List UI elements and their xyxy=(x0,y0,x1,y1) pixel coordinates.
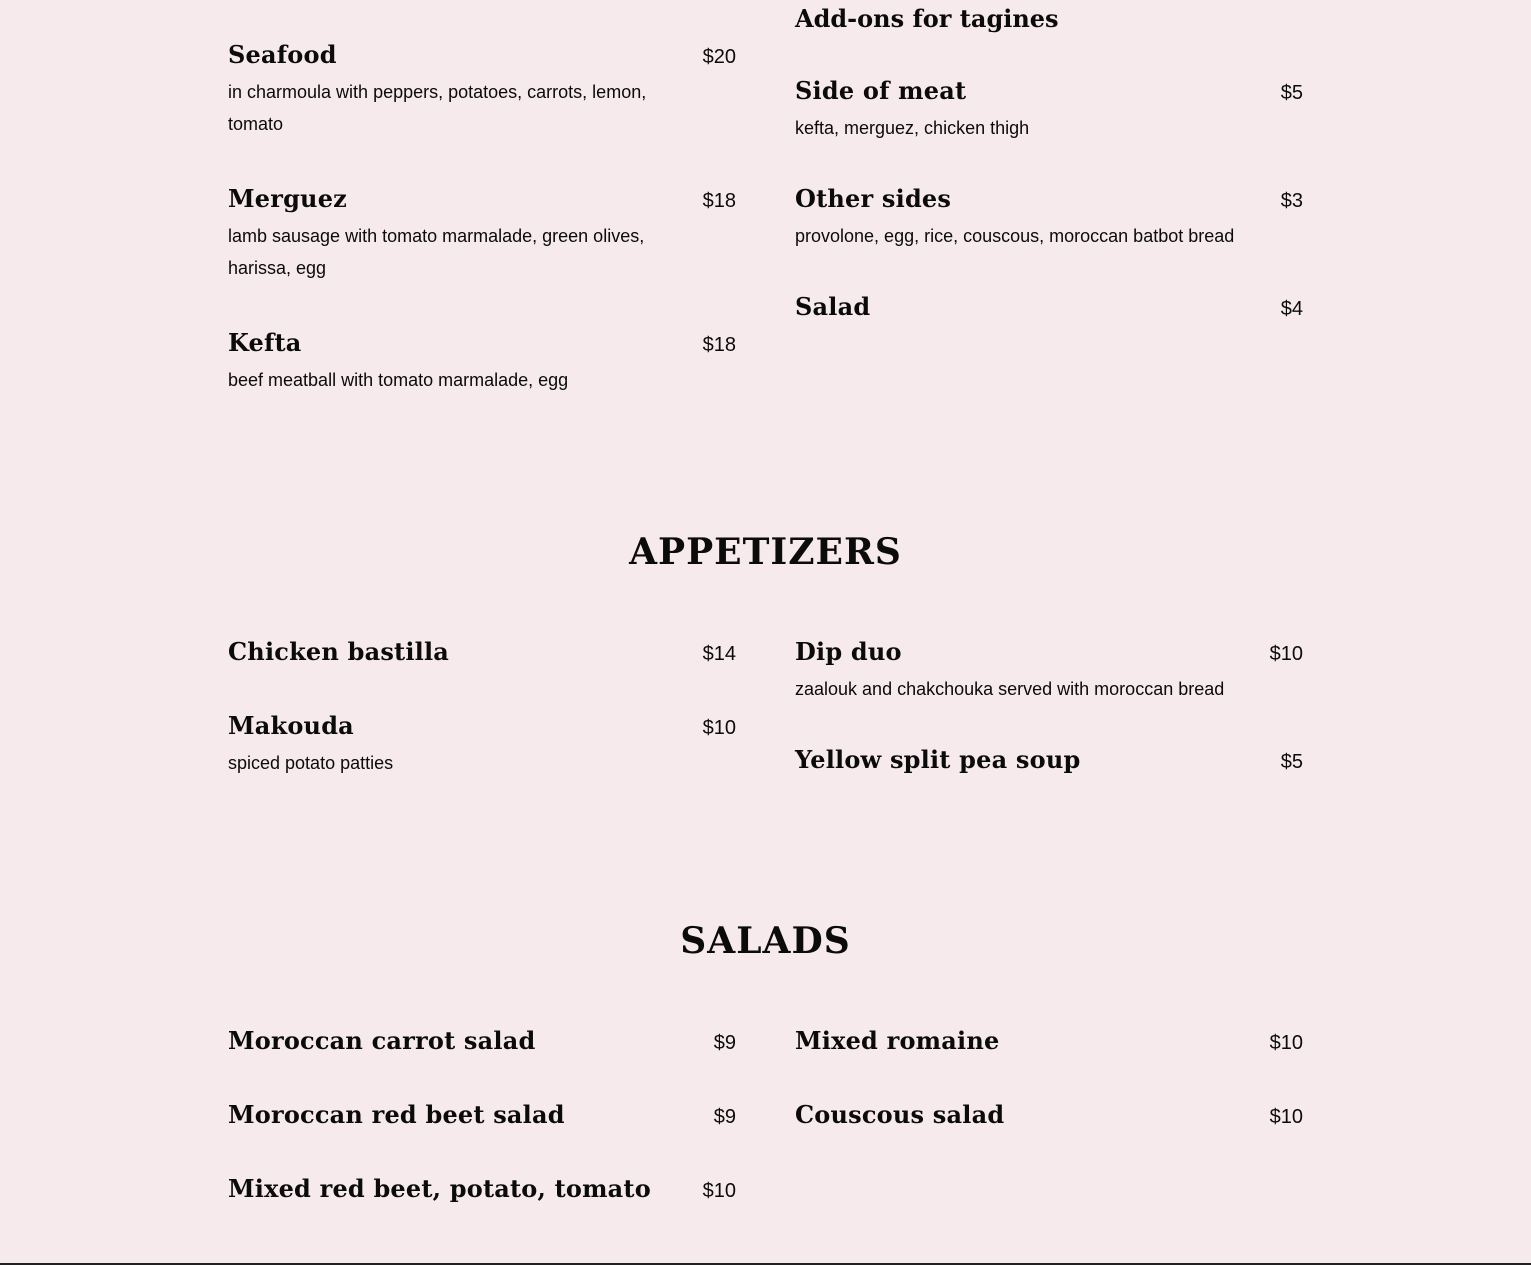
item-description: spiced potato patties xyxy=(228,753,394,773)
item-name: Side of meat xyxy=(795,76,967,105)
item-name: Yellow split pea soup xyxy=(795,745,1081,774)
item-price: $9 xyxy=(713,1032,736,1054)
menu-item xyxy=(228,1174,736,1206)
menu-item-header xyxy=(228,184,736,216)
item-name: Salad xyxy=(795,292,871,321)
menu-item xyxy=(228,328,736,396)
item-price: $10 xyxy=(702,717,736,739)
tagines-column xyxy=(228,40,736,436)
menu-item-header xyxy=(795,292,1303,324)
item-description: zaalouk and chakchouka served with moroccan bread xyxy=(795,679,1225,699)
salads-right-column xyxy=(795,1026,1303,1172)
menu-item-header xyxy=(228,328,736,360)
item-name: Chicken bastilla xyxy=(228,637,450,666)
addons-title: Add-ons for tagines xyxy=(795,4,1059,33)
menu-item-header xyxy=(228,1100,736,1132)
item-price: $18 xyxy=(702,190,736,212)
appetizers-right-column xyxy=(795,637,1303,817)
item-price: $4 xyxy=(1280,298,1303,320)
item-price: $10 xyxy=(702,1180,736,1202)
menu-item xyxy=(795,292,1303,324)
menu-item xyxy=(228,711,736,779)
item-description: in charmoula with peppers, potatoes, carrots, lemon, tomato xyxy=(228,82,647,134)
item-name: Mixed romaine xyxy=(795,1026,1000,1055)
menu-item xyxy=(228,1026,736,1058)
menu-item-header xyxy=(228,637,736,669)
item-name: Moroccan red beet salad xyxy=(228,1100,565,1129)
item-price: $10 xyxy=(1269,643,1303,665)
item-price: $10 xyxy=(1269,1032,1303,1054)
item-name: Moroccan carrot salad xyxy=(228,1026,536,1055)
item-price: $3 xyxy=(1280,190,1303,212)
menu-item xyxy=(795,1100,1303,1132)
menu-item-header xyxy=(795,76,1303,108)
menu-item xyxy=(795,184,1303,252)
item-description: beef meatball with tomato marmalade, egg xyxy=(228,370,569,390)
menu-item xyxy=(228,40,736,140)
item-description: lamb sausage with tomato marmalade, green olives, harissa, egg xyxy=(228,226,645,278)
item-name: Couscous salad xyxy=(795,1100,1005,1129)
section-title-appetizers: APPETIZERS xyxy=(629,531,902,573)
menu-item xyxy=(228,637,736,669)
menu-item xyxy=(228,184,736,284)
appetizers-left-column xyxy=(228,637,736,819)
menu-item-header xyxy=(795,745,1303,777)
item-name: Mixed red beet, potato, tomato xyxy=(228,1174,651,1203)
menu-item xyxy=(795,637,1303,705)
menu-item xyxy=(795,745,1303,777)
item-name: Kefta xyxy=(228,328,302,357)
item-name: Seafood xyxy=(228,40,337,69)
menu-item xyxy=(795,1026,1303,1058)
section-title-salads: SALADS xyxy=(680,920,851,962)
item-name: Dip duo xyxy=(795,637,902,666)
item-price: $10 xyxy=(1269,1106,1303,1128)
menu-item xyxy=(228,1100,736,1132)
menu-item-header xyxy=(795,1100,1303,1132)
menu-item-header xyxy=(795,184,1303,216)
item-price: $5 xyxy=(1280,82,1303,104)
item-price: $14 xyxy=(702,643,736,665)
menu-item-header xyxy=(228,711,736,743)
menu-item-header xyxy=(228,40,736,72)
item-name: Merguez xyxy=(228,184,348,213)
item-price: $18 xyxy=(702,334,736,356)
menu-item-header xyxy=(228,1026,736,1058)
item-price: $20 xyxy=(702,46,736,68)
menu-item-header xyxy=(795,1026,1303,1058)
addons-column xyxy=(795,4,1303,364)
item-name: Makouda xyxy=(228,711,354,740)
item-name: Other sides xyxy=(795,184,952,213)
item-description: kefta, merguez, chicken thigh xyxy=(795,118,1030,138)
item-description: provolone, egg, rice, couscous, moroccan batbot bread xyxy=(795,226,1235,246)
menu-item-header xyxy=(228,1174,736,1206)
salads-left-column xyxy=(228,1026,736,1206)
item-price: $9 xyxy=(713,1106,736,1128)
menu-item-header xyxy=(795,637,1303,669)
menu-item xyxy=(795,76,1303,144)
item-price: $5 xyxy=(1280,751,1303,773)
